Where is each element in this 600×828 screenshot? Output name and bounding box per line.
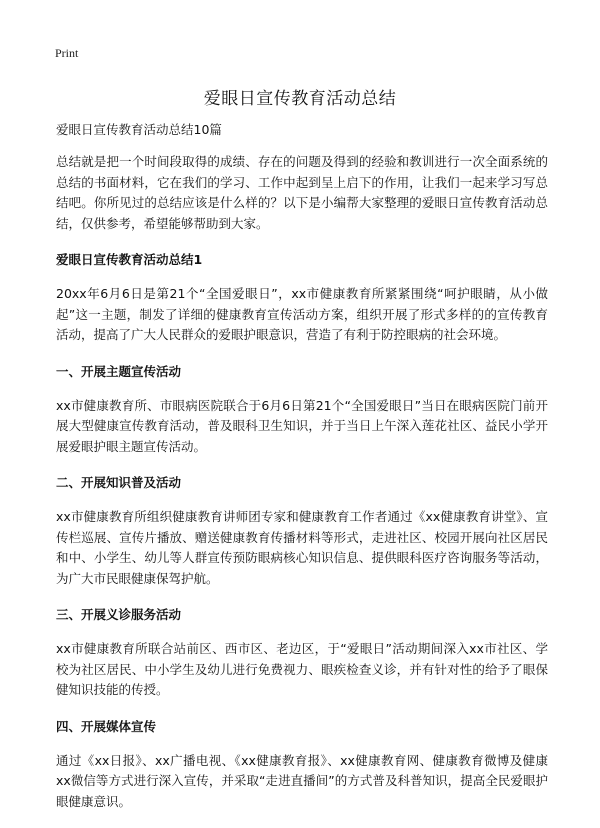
document-title: 爱眼日宣传教育活动总结: [203, 89, 397, 109]
section-heading-2: 二、开展知识普及活动: [56, 475, 182, 490]
section-body-1: xx市健康教育所、市眼病医院联合于6月6日第21个“全国爱眼日”当日在眼病医院门前开展大型健康宣传教育活动，普及眼科卫生知识，并于当日上午深入莲花社区、益民小学开展爱眼护眼主题宣传活动。: [56, 397, 548, 454]
section-heading-4: 四、开展媒体宣传: [56, 718, 157, 734]
section-heading-1: 一、开展主题宣传活动: [56, 363, 182, 379]
document-subtitle: 爱眼日宣传教育活动总结10篇: [56, 122, 222, 137]
document-body: [56, 120, 548, 828]
section-body-2: xx市健康教育所组织健康教育讲师团专家和健康教育工作者通过《xx健康教育讲堂》、宣传栏巡展、宣传片播放、赠送健康教育传播材料等形式，走进社区、校园开展向社区居民和中、小学生、幼儿等人群宣传预防眼病核心知识信息、提供眼科医疗咨询服务等活动，为广大市民眼健康保驾护航。: [56, 509, 548, 586]
section-heading-3: 三、开展义诊服务活动: [56, 607, 182, 622]
intro-paragraph: 总结就是把一个时间段取得的成绩、存在的问题及得到的经验和教训进行一次全面系统的总结的书面材料，它在我们的学习、工作中起到呈上启下的作用，让我们一起来学习写总结吧。你所见过的总结应该是什么样的？以下是小编帮大家整理的爱眼日宣传教育活动总结，仅供参考，希望能够帮助到大家。: [56, 154, 548, 231]
summary-paragraph: 20xx年6月6日是第21个“全国爱眼日”，xx市健康教育所紧紧围绕“呵护眼睛，从小做起”这一主题，制发了详细的健康教育宣传活动方案，组织开展了形式多样的的宣传教育活动，提高了广大人民群众的爱眼护眼意识，营造了有利于防控眼病的社会环境。: [56, 286, 548, 342]
print-link[interactable]: Print: [55, 46, 79, 60]
summary-heading: 爱眼日宣传教育活动总结1: [56, 252, 203, 267]
section-body-4: 通过《xx日报》、xx广播电视、《xx健康教育报》、xx健康教育网、健康教育微博及健康xx微信等方式进行深入宣传，并采取“走进直播间”的方式普及科普知识，提高全民爱眼护眼健康意识。: [56, 752, 548, 809]
section-body-3: xx市健康教育所联合站前区、西市区、老边区，于“爱眼日”活动期间深入xx市社区、学校为社区居民、中小学生及幼儿进行免费视力、眼疾检查义诊，并有针对性的给予了眼保健知识技能的传授。: [56, 641, 548, 697]
